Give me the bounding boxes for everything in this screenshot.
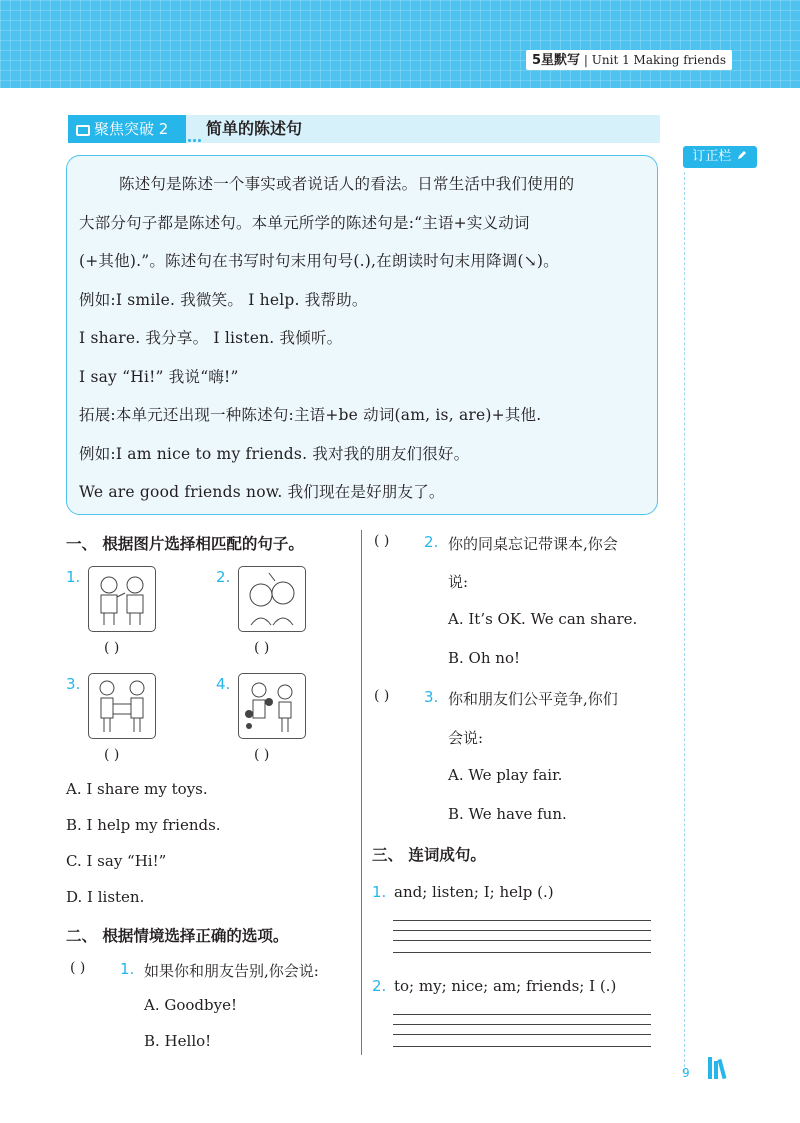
answer-paren[interactable]: ( ) (104, 747, 120, 763)
question-stem-cont: 会说: (448, 729, 484, 747)
item-number: 4. (216, 675, 231, 693)
answer-paren[interactable]: ( ) (374, 533, 390, 549)
brand-name: 5星默写 (532, 53, 581, 68)
choice-a: A. We play fair. (448, 766, 563, 784)
note-line: 例如:I am nice to my friends. 我对我的朋友们很好。 (79, 445, 470, 463)
dots-decoration (188, 127, 203, 146)
note-line: We are good friends now. 我们现在是好朋友了。 (79, 483, 445, 501)
choice-b: B. Oh no! (448, 649, 521, 667)
header-label (526, 50, 732, 70)
note-line: 例如:I smile. 我微笑。 I help. 我帮助。 (79, 291, 368, 309)
kids-sharing-toys-illustration (239, 674, 305, 737)
option-a: A. I share my toys. (66, 780, 208, 798)
picture-4 (238, 673, 306, 739)
scrambled-words: to; my; nice; am; friends; I (.) (394, 977, 617, 995)
grammar-note-box (66, 155, 658, 515)
option-d: D. I listen. (66, 888, 145, 906)
question-number: 3. (424, 688, 439, 706)
correction-column-label (683, 146, 757, 168)
note-line: 大部分句子都是陈述句。本单元所学的陈述句是:“主语+实义动词 (79, 214, 530, 232)
unit-title: Unit 1 Making friends (591, 53, 726, 67)
answer-paren[interactable]: ( ) (254, 640, 270, 656)
item-number: 3. (66, 675, 81, 693)
question-stem: 你和朋友们公平竞争,你们 (448, 690, 618, 708)
part1-title: 一、 根据图片选择相匹配的句子。 (66, 535, 304, 553)
writing-line[interactable] (393, 930, 651, 931)
part2-title: 二、 根据情境选择正确的选项。 (66, 927, 289, 945)
option-c: C. I say “Hi!” (66, 852, 167, 870)
writing-line[interactable] (393, 952, 651, 953)
section-tag-label: 聚焦突破 2 (94, 120, 169, 138)
two-kids-listening-illustration (239, 567, 305, 630)
correction-label: 订正栏 (692, 149, 732, 164)
question-number: 1. (372, 883, 387, 901)
choice-b: B. We have fun. (448, 805, 567, 823)
choice-a: A. It’s OK. We can share. (448, 610, 638, 628)
correction-column-divider (684, 172, 685, 1072)
question-number: 2. (372, 977, 387, 995)
section-bar (68, 115, 660, 143)
note-line: (+其他).”。陈述句在书写时句末用句号(.),在朗读时句末用降调(↘)。 (79, 252, 559, 270)
section-title: 简单的陈述句 (206, 119, 303, 138)
item-number: 1. (66, 568, 81, 586)
question-stem: 如果你和朋友告别,你会说: (144, 962, 319, 980)
page-number: 9 (682, 1066, 690, 1080)
answer-paren[interactable]: ( ) (104, 640, 120, 656)
writing-line[interactable] (393, 1046, 651, 1047)
writing-line[interactable] (393, 940, 651, 941)
note-line: I share. 我分享。 I listen. 我倾听。 (79, 329, 343, 347)
two-kids-greeting-illustration (89, 567, 155, 630)
answer-paren[interactable]: ( ) (374, 688, 390, 704)
choice-a: A. Goodbye! (144, 996, 237, 1014)
question-stem-cont: 说: (448, 573, 469, 591)
item-number: 2. (216, 568, 231, 586)
picture-2 (238, 566, 306, 632)
part3-title: 三、 连词成句。 (372, 846, 486, 864)
note-line: 拓展:本单元还出现一种陈述句:主语+be 动词(am, is, are)+其他. (79, 406, 542, 424)
writing-line[interactable] (393, 1034, 651, 1035)
note-line: 陈述句是陈述一个事实或者说话人的看法。日常生活中我们使用的 (119, 175, 575, 193)
header-band (0, 0, 800, 88)
question-number: 1. (120, 960, 135, 978)
pencil-icon (736, 149, 748, 161)
writing-line[interactable] (393, 1014, 651, 1015)
choice-b: B. Hello! (144, 1032, 212, 1050)
note-line: I say “Hi!” 我说“嗨!” (79, 368, 239, 386)
answer-paren[interactable]: ( ) (70, 960, 86, 976)
writing-line[interactable] (393, 920, 651, 921)
option-b: B. I help my friends. (66, 816, 221, 834)
column-divider (361, 530, 362, 1055)
writing-line[interactable] (393, 1024, 651, 1025)
question-number: 2. (424, 533, 439, 551)
answer-paren[interactable]: ( ) (254, 747, 270, 763)
question-stem: 你的同桌忘记带课本,你会 (448, 535, 618, 553)
kids-carrying-books-illustration (89, 674, 155, 737)
book-icon (76, 125, 90, 136)
books-decoration-icon (708, 1057, 726, 1079)
scrambled-words: and; listen; I; help (.) (394, 883, 554, 901)
picture-1 (88, 566, 156, 632)
picture-3 (88, 673, 156, 739)
header-separator: | (583, 53, 588, 67)
section-tag (68, 115, 186, 143)
